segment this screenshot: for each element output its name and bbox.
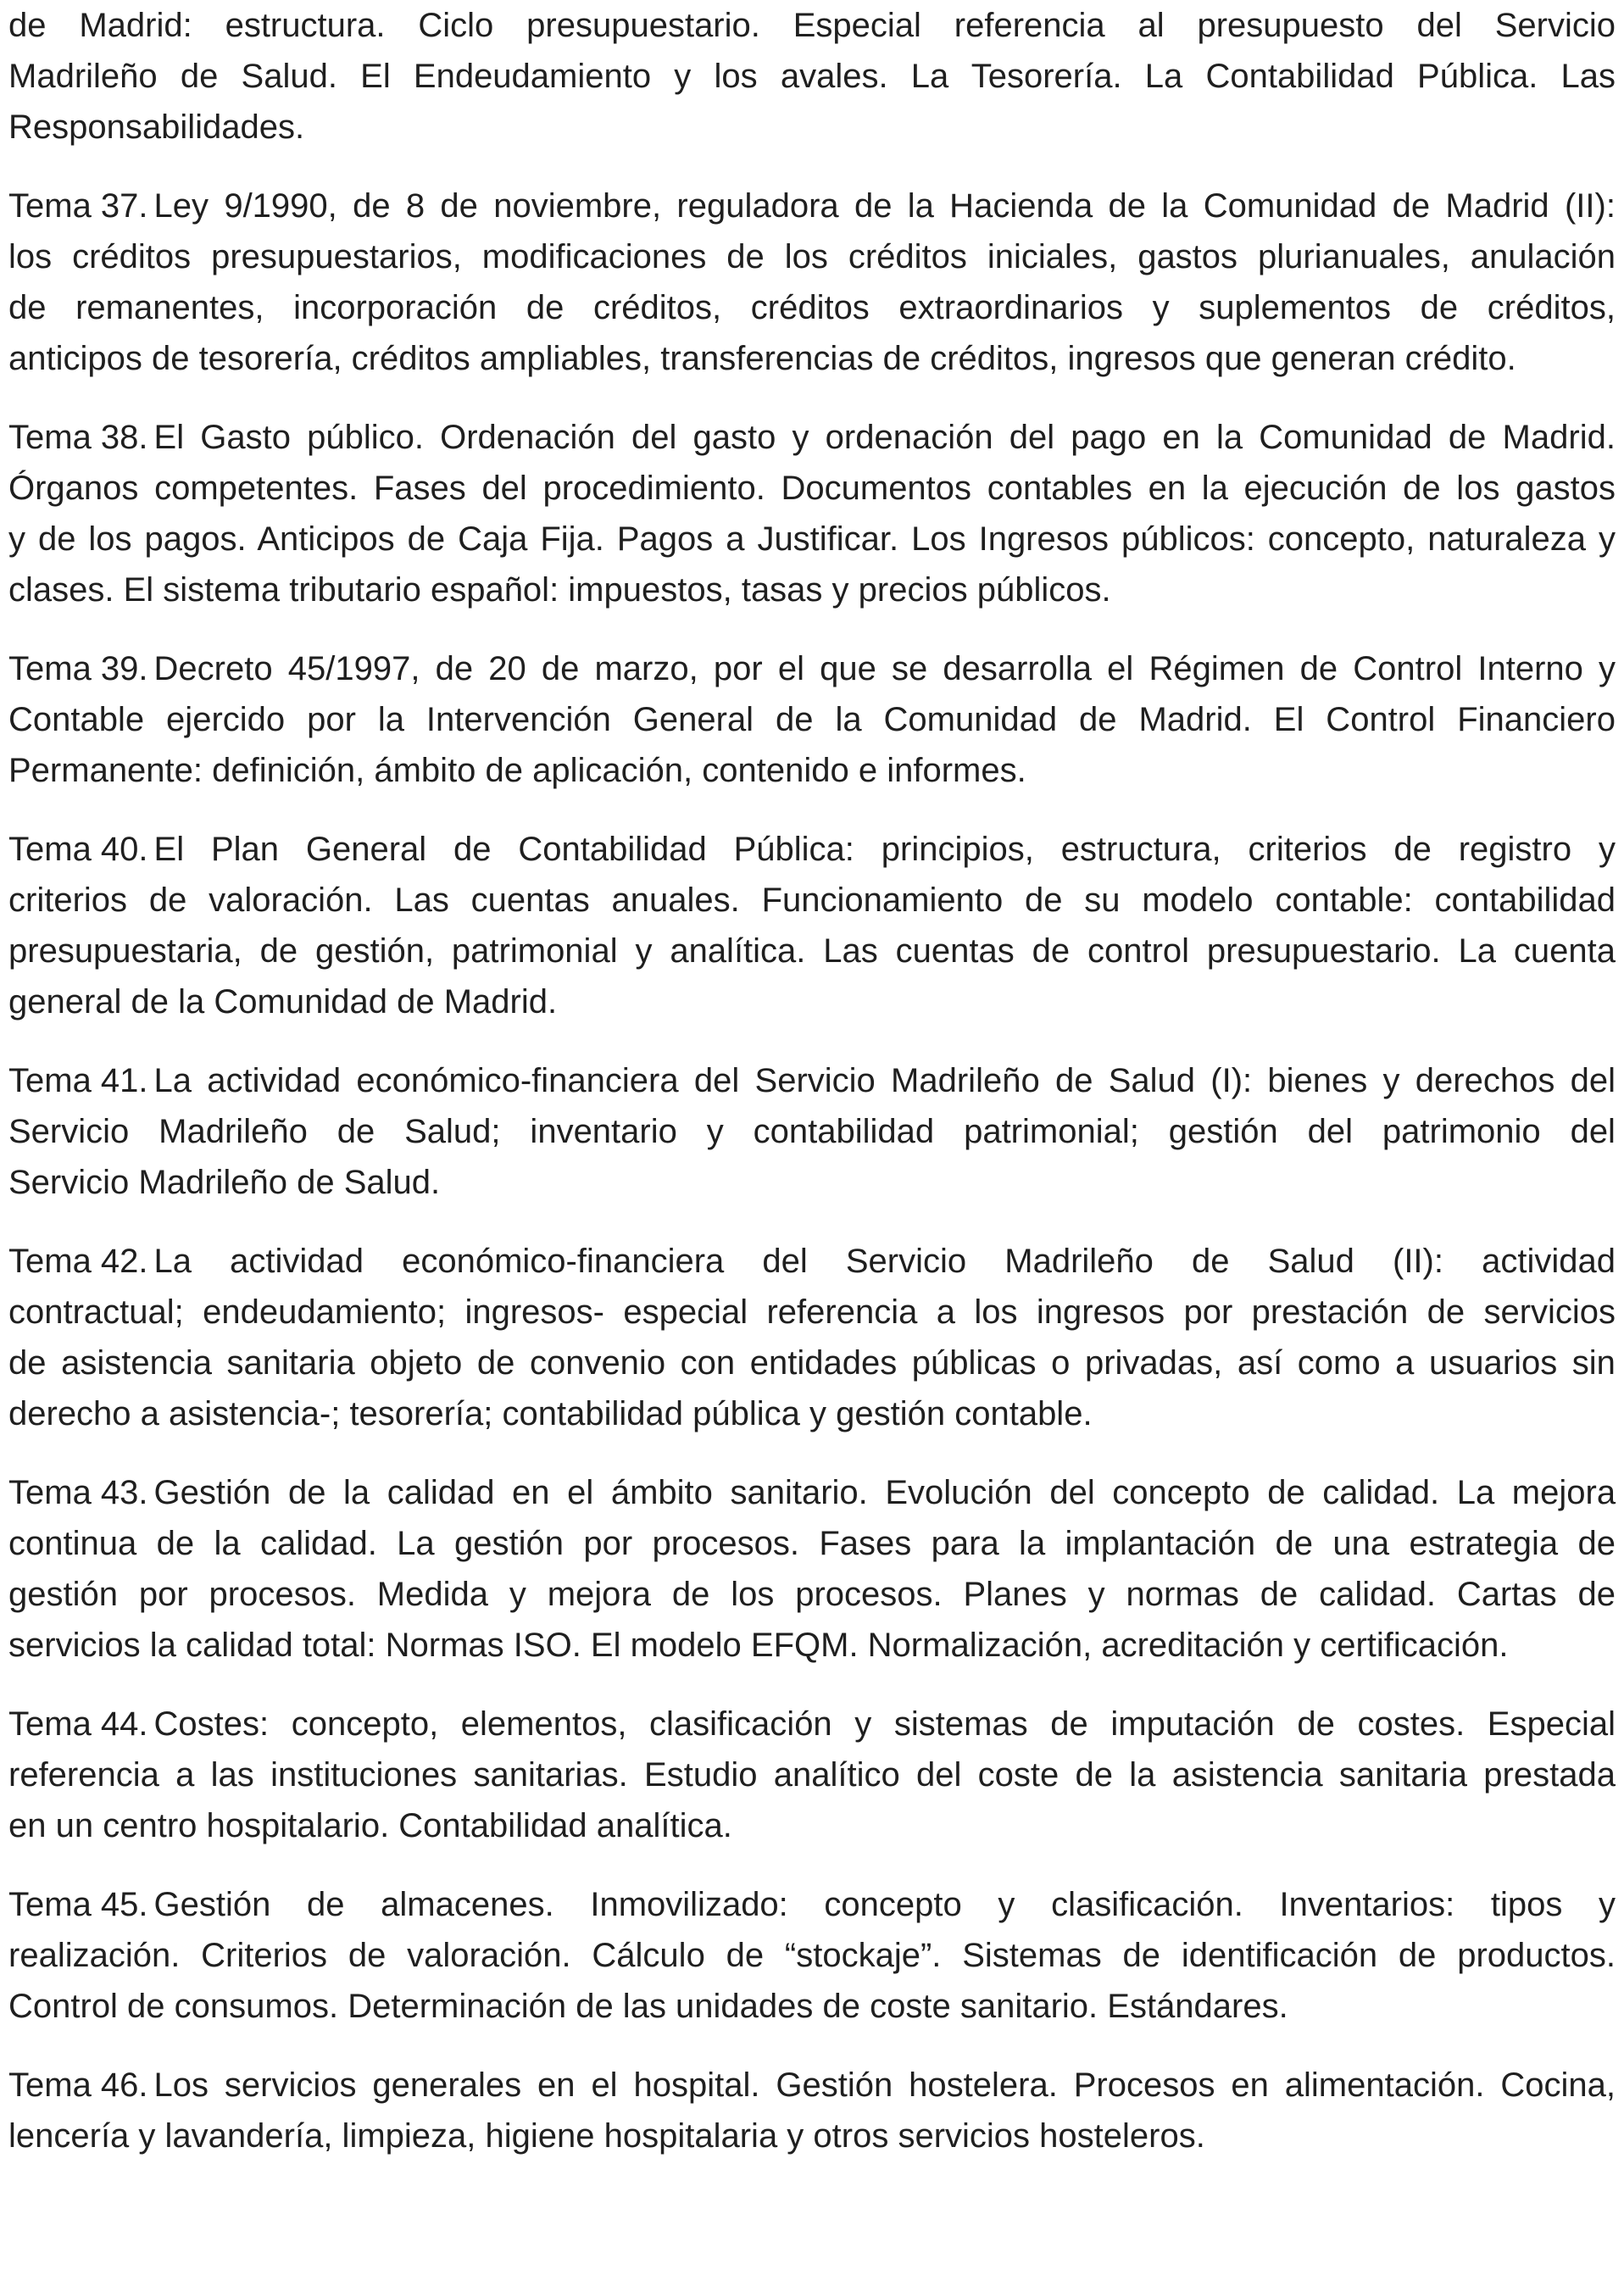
line-segment (8, 1338, 1616, 1388)
line-segment (8, 1930, 1616, 1981)
line-text: Costes: concepto, elementos, clasificación y sistemas de imputación de costes. Especial (153, 1705, 1616, 1743)
text-line (8, 1800, 1616, 1851)
text-line (8, 694, 1616, 745)
text-line (8, 1157, 1616, 1208)
tema-label: Tema 43. (8, 1474, 148, 1511)
line-text: clases. El sistema tributario español: impuestos, tasas y precios públicos. (8, 571, 1111, 609)
line-segment (8, 514, 1616, 565)
paragraph (8, 0, 1616, 153)
text-line (8, 2111, 1616, 2161)
line-text: Servicio Madrileño de Salud. (8, 1164, 441, 1201)
line-text: criterios de valoración. Las cuentas anuales. Funcionamiento de su modelo contable: contabilidad (8, 882, 1616, 919)
line-segment (8, 412, 1616, 463)
text-line (8, 0, 1616, 51)
line-segment (8, 926, 1616, 976)
line-segment (8, 1106, 1616, 1157)
line-text: La actividad económico-financiera del Servicio Madrileño de Salud (I): bienes y derechos del (153, 1062, 1616, 1099)
line-segment (8, 694, 1616, 745)
line-text: de remanentes, incorporación de créditos, créditos extraordinarios y suplementos de créditos, (8, 289, 1616, 326)
line-segment (8, 231, 1616, 282)
text-line (8, 514, 1616, 565)
line-segment (8, 51, 1616, 102)
text-line (8, 1749, 1616, 1800)
tema-label: Tema 44. (8, 1705, 148, 1743)
paragraph (8, 1699, 1616, 1851)
line-segment (8, 1388, 1093, 1439)
line-text: general de la Comunidad de Madrid. (8, 983, 558, 1021)
line-segment (8, 0, 1616, 51)
line-segment (8, 1569, 1616, 1620)
line-segment (8, 1518, 1616, 1569)
text-line (8, 1930, 1616, 1981)
text-line (8, 875, 1616, 926)
paragraph (8, 1236, 1616, 1439)
line-segment (8, 463, 1616, 514)
tema-label: Tema 45. (8, 1886, 148, 1923)
line-text: Contable ejercido por la Intervención General de la Comunidad de Madrid. El Control Financiero (8, 701, 1616, 738)
text-line (8, 745, 1616, 796)
line-segment (8, 1467, 1616, 1518)
text-line (8, 1981, 1616, 2032)
paragraph (8, 1467, 1616, 1671)
line-segment (8, 565, 1111, 615)
tema-label: Tema 37. (8, 187, 148, 225)
line-segment (8, 1055, 1616, 1106)
text-line (8, 824, 1616, 875)
text-line (8, 1388, 1616, 1439)
tema-label: Tema 39. (8, 650, 148, 687)
text-line (8, 282, 1616, 333)
line-segment (8, 1699, 1616, 1749)
line-segment (8, 1800, 732, 1851)
paragraph (8, 824, 1616, 1027)
text-line (8, 51, 1616, 102)
text-line (8, 1338, 1616, 1388)
line-segment (8, 745, 1026, 796)
line-text: contractual; endeudamiento; ingresos- especial referencia a los ingresos por prestación de servicios (8, 1293, 1616, 1331)
text-line (8, 1518, 1616, 1569)
line-text: gestión por procesos. Medida y mejora de los procesos. Planes y normas de calidad. Cartas de (8, 1576, 1616, 1613)
line-text: referencia a las instituciones sanitarias. Estudio analítico del coste de la asistencia sanitaria prestada (8, 1756, 1616, 1794)
text-line (8, 1569, 1616, 1620)
line-text: El Plan General de Contabilidad Pública: principios, estructura, criterios de registro y (153, 831, 1616, 868)
text-line (8, 412, 1616, 463)
line-text: Los servicios generales en el hospital. Gestión hostelera. Procesos en alimentación. Cocina, (153, 2066, 1616, 2104)
text-line (8, 102, 1616, 153)
line-segment (8, 976, 557, 1027)
text-line (8, 2060, 1616, 2111)
line-text: anticipos de tesorería, créditos ampliables, transferencias de créditos, ingresos que generan crédito. (8, 340, 1516, 377)
text-line (8, 1620, 1616, 1671)
tema-label: Tema 41. (8, 1062, 148, 1099)
line-text: Servicio Madrileño de Salud; inventario y contabilidad patrimonial; gestión del patrimonio del (8, 1113, 1616, 1150)
line-segment (8, 1620, 1509, 1671)
line-text: lencería y lavandería, limpieza, higiene hospitalaria y otros servicios hosteleros. (8, 2117, 1205, 2155)
line-text: La actividad económico-financiera del Servicio Madrileño de Salud (II): actividad (153, 1243, 1616, 1280)
line-text: de asistencia sanitaria objeto de convenio con entidades públicas o privadas, así como a usuarios sin (8, 1344, 1616, 1382)
line-segment (8, 2111, 1205, 2161)
line-text: Ley 9/1990, de 8 de noviembre, reguladora de la Hacienda de la Comunidad de Madrid (II): (153, 187, 1616, 225)
line-segment (8, 1749, 1616, 1800)
line-segment (8, 1236, 1616, 1287)
line-segment (8, 824, 1616, 875)
line-text: Gestión de almacenes. Inmovilizado: concepto y clasificación. Inventarios: tipos y (153, 1886, 1616, 1923)
paragraph (8, 412, 1616, 615)
line-text: y de los pagos. Anticipos de Caja Fija. Pagos a Justificar. Los Ingresos públicos: concepto, naturaleza y (8, 520, 1616, 558)
line-text: servicios la calidad total: Normas ISO. El modelo EFQM. Normalización, acreditación y certificación. (8, 1627, 1509, 1664)
line-segment (8, 2060, 1616, 2111)
text-line (8, 976, 1616, 1027)
text-line (8, 463, 1616, 514)
text-line (8, 1879, 1616, 1930)
line-segment (8, 181, 1616, 231)
tema-label: Tema 40. (8, 831, 148, 868)
text-line (8, 565, 1616, 615)
line-segment (8, 1879, 1616, 1930)
text-line (8, 333, 1616, 384)
line-text: realización. Criterios de valoración. Cálculo de “stockaje”. Sistemas de identificación de productos. (8, 1937, 1616, 1974)
text-line (8, 1699, 1616, 1749)
line-segment (8, 643, 1616, 694)
text-line (8, 643, 1616, 694)
line-text: El Gasto público. Ordenación del gasto y ordenación del pago en la Comunidad de Madrid. (153, 419, 1616, 456)
line-segment (8, 1287, 1616, 1338)
text-line (8, 1287, 1616, 1338)
tema-label: Tema 42. (8, 1243, 148, 1280)
line-text: Permanente: definición, ámbito de aplicación, contenido e informes. (8, 752, 1026, 789)
line-segment (8, 282, 1616, 333)
line-text: en un centro hospitalario. Contabilidad analítica. (8, 1807, 732, 1844)
text-line (8, 1236, 1616, 1287)
line-text: Responsabilidades. (8, 108, 305, 146)
line-text: Órganos competentes. Fases del procedimiento. Documentos contables en la ejecución de los gastos (8, 470, 1616, 507)
text-line (8, 1467, 1616, 1518)
paragraph (8, 643, 1616, 796)
line-text: derecho a asistencia-; tesorería; contabilidad pública y gestión contable. (8, 1395, 1093, 1432)
paragraph (8, 2060, 1616, 2161)
tema-label: Tema 38. (8, 419, 148, 456)
line-text: Control de consumos. Determinación de las unidades de coste sanitario. Estándares. (8, 1988, 1288, 2025)
line-text: continua de la calidad. La gestión por procesos. Fases para la implantación de una estrategia de (8, 1525, 1616, 1562)
paragraph (8, 1055, 1616, 1208)
line-text: de Madrid: estructura. Ciclo presupuestario. Especial referencia al presupuesto del Servicio (8, 7, 1616, 44)
text-line (8, 1106, 1616, 1157)
line-segment (8, 875, 1616, 926)
line-text: Madrileño de Salud. El Endeudamiento y los avales. La Tesorería. La Contabilidad Pública. Las (8, 58, 1616, 95)
tema-label: Tema 46. (8, 2066, 148, 2104)
paragraph (8, 181, 1616, 384)
line-segment (8, 333, 1516, 384)
line-segment (8, 102, 304, 153)
paragraph (8, 1879, 1616, 2032)
line-segment (8, 1157, 440, 1208)
line-text: presupuestaria, de gestión, patrimonial y analítica. Las cuentas de control presupuestario. La cuenta (8, 932, 1616, 970)
line-text: Decreto 45/1997, de 20 de marzo, por el que se desarrolla el Régimen de Control Interno y (153, 650, 1616, 687)
text-line (8, 926, 1616, 976)
text-line (8, 231, 1616, 282)
line-text: Gestión de la calidad en el ámbito sanitario. Evolución del concepto de calidad. La mejora (153, 1474, 1616, 1511)
text-line (8, 181, 1616, 231)
line-text: los créditos presupuestarios, modificaciones de los créditos iniciales, gastos plurianuales, anulación (8, 238, 1616, 275)
text-line (8, 1055, 1616, 1106)
line-segment (8, 1981, 1288, 2032)
